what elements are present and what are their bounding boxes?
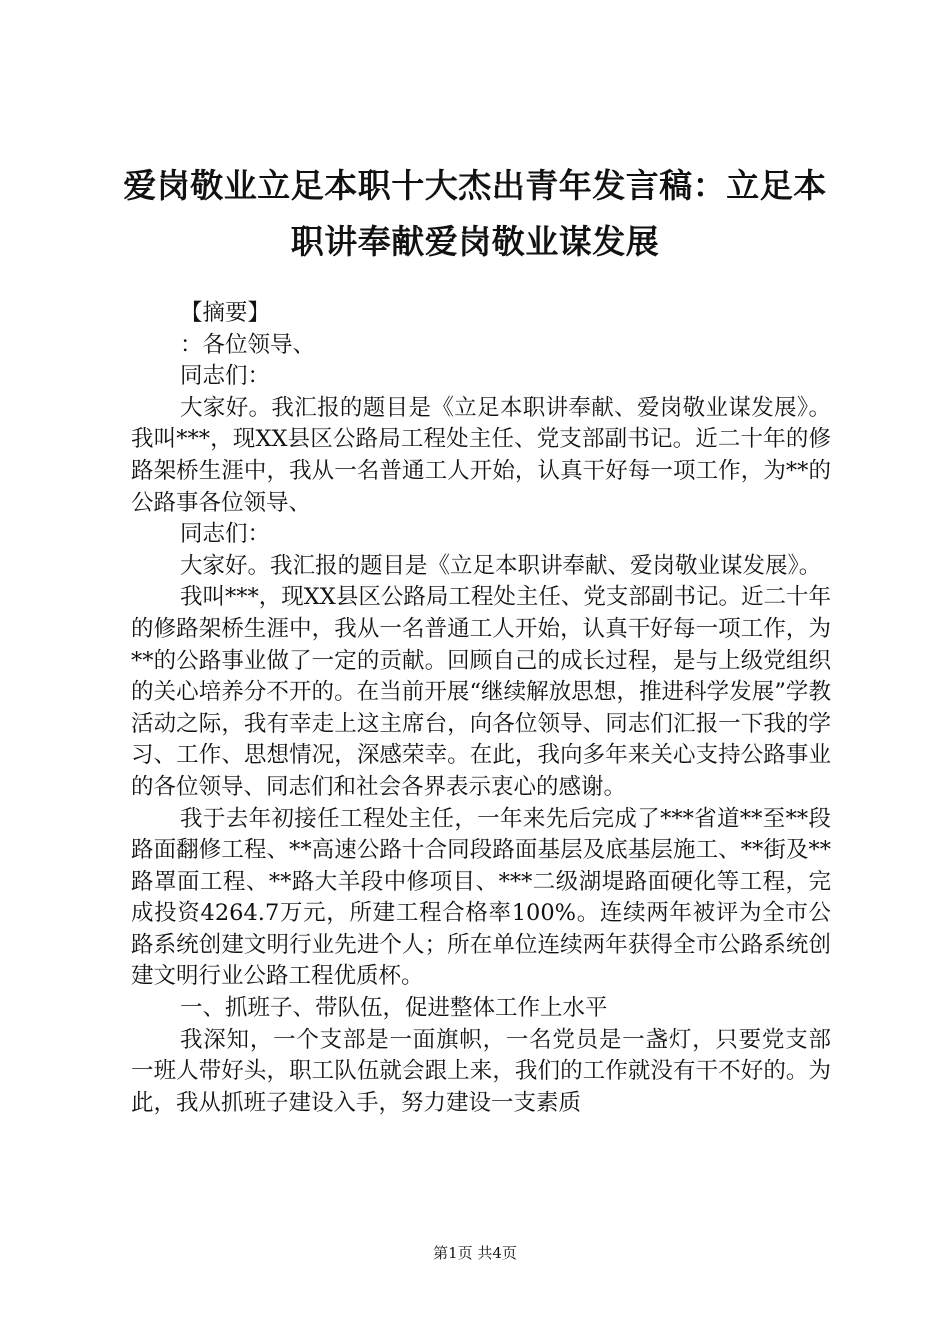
paragraph-body: 大家好。我汇报的题目是《立足本职讲奉献、爱岗敬业谋发展》。我叫***，现XX县区公路局工程处主任、党支部副书记。近二十年的修路架桥生涯中，我从一名普通工人开始，认真干好每一项工作，为**的公路事各位领导、	[131, 394, 831, 516]
paragraph-salutation-leaders: ：各位领导、	[180, 331, 316, 358]
paragraph-salutation-comrades: 同志们：	[180, 521, 271, 548]
section-heading: 一、抓班子、带队伍，促进整体工作上水平	[180, 995, 608, 1022]
document-body	[131, 298, 831, 1119]
paragraph-abstract-label: 【摘要】	[180, 300, 271, 326]
paragraph-body: 我于去年初接任工程处主任，一年来先后完成了***省道**至**段路面翻修工程、**高速公路十合同段路面基层及底基层施工、**街及**路罩面工程、**路大羊段中修项目、***二级湖堤路面硬化等工程，完成投资4264.7万元，所建工程合格率100%。连续两年被评为全市公路系统创建文明行业先进个人；所在单位连续两年获得全市公路系统创建文明行业公路工程优质杯。	[131, 805, 831, 990]
paragraph-salutation-comrades: 同志们：	[180, 363, 271, 390]
page-number-footer: 第1页 共4页	[433, 1244, 517, 1262]
document-title: 爱岗敬业立足本职十大杰出青年发言稿：立足本职讲奉献爱岗敬业谋发展	[123, 166, 827, 261]
paragraph-body: 我深知，一个支部是一面旗帜，一名党员是一盏灯，只要党支部一班人带好头，职工队伍就会跟上来，我们的工作就没有干不好的。为此，我从抓班子建设入手，努力建设一支素质	[131, 1026, 831, 1116]
paragraph-body: 我叫***，现XX县区公路局工程处主任、党支部副书记。近二十年的修路架桥生涯中，我从一名普通工人开始，认真干好每一项工作，为**的公路事业做了一定的贡献。回顾自己的成长过程，是与上级党组织的关心培养分不开的。在当前开展“继续解放思想，推进科学发展”学教活动之际，我有幸走上这主席台，向各位领导、同志们汇报一下我的学习、工作、思想情况，深感荣幸。在此，我向多年来关心支持公路事业的各位领导、同志们和社会各界表示衷心的感谢。	[131, 584, 831, 800]
paragraph-body: 大家好。我汇报的题目是《立足本职讲奉献、爱岗敬业谋发展》。	[180, 552, 822, 579]
